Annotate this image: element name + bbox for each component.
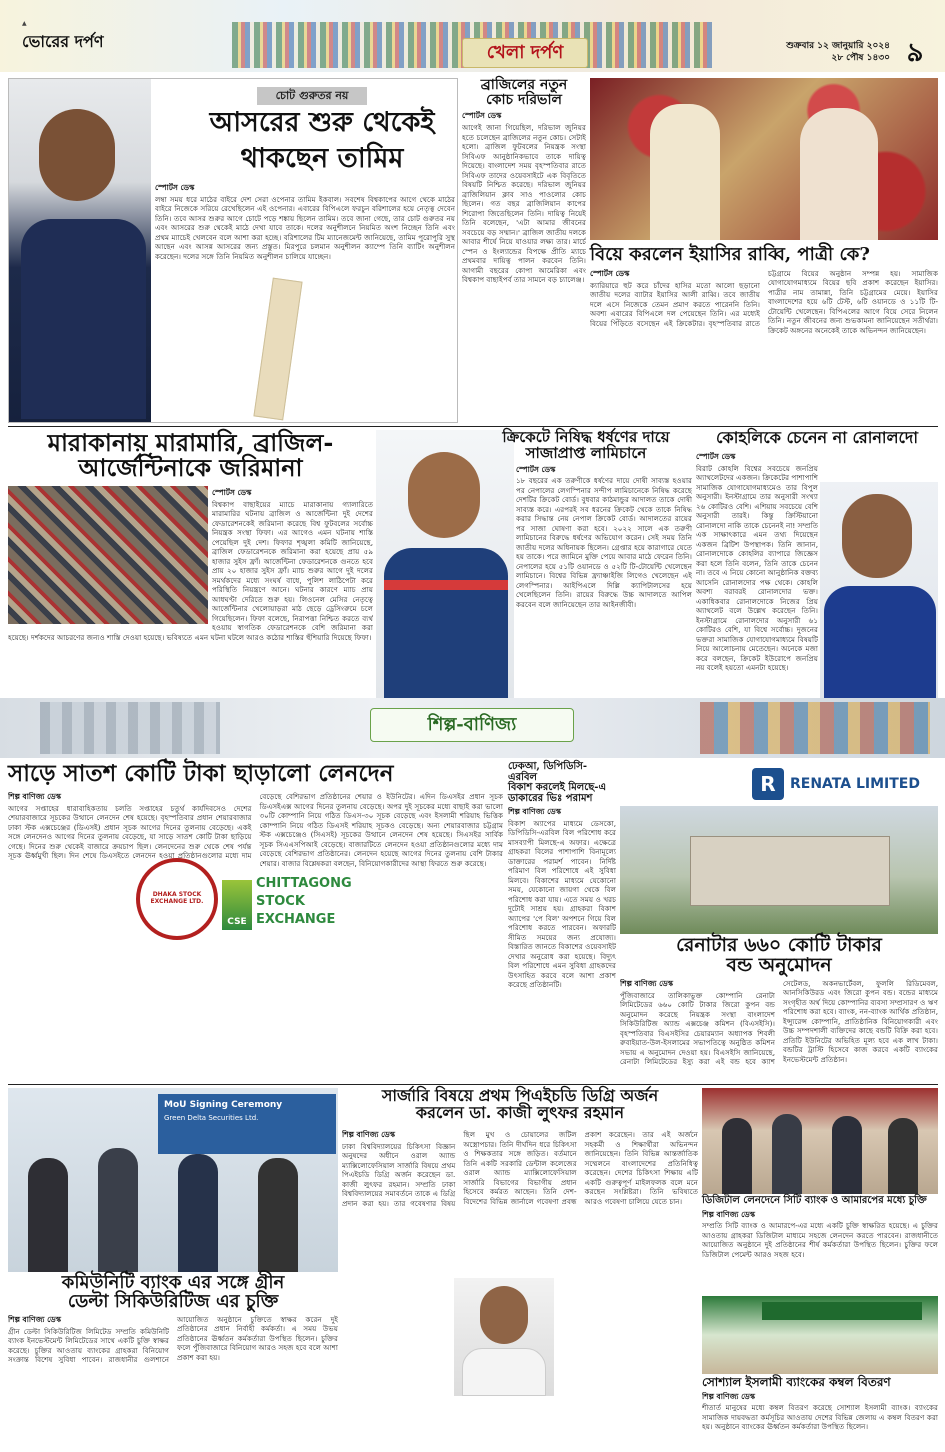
person-2 [98,1148,138,1272]
shipping-illustration [700,702,930,754]
person-3 [832,1116,862,1194]
social-islami-body [702,1392,938,1442]
lamichhane-body-text: ১৮ বছরের এক তরুণীকে ধর্ষণের দায়ে দোষী সাব্যস্ত হওয়ার পর নেপালের লেগস্পিনার সন্দীপ লামিচানেকে নিষিদ্ধ করেছে দেশটির ক্রিকেট বোর্ড। বুধবার কাঠমান্ডুর আদালত তাকে দোষী সাব্যস্ত করে। এরপরই সব ধরনের ক্রিকেট থেকে তাকে নিষিদ্ধ করার সিদ্ধান্ত নেয় নেপাল ক্রিকেট বোর্ড। আদালতের রায়ের পর সাজা ঘোষণা করা হবে। ২০২২ সালে এক তরুণী লামিচানের বিরুদ্ধে ধর্ষণের অভিযোগ করেন। সেই সময় তিনি জাতীয় দলের অধিনায়ক ছিলেন। গ্রেপ্তার হয়ে কারাগারে যেতে হয় তাকে। পরে জামিনে মুক্তি পেয়ে আবার মাঠে ফেরেন তিনি। নেপালের হয়ে ৫১টি ওয়ানডে ও ৫২টি টি-টোয়েন্টি খেলেছেন লামিচানে। বিশ্বের বিভিন্ন ফ্র্যাঞ্চাইজি লিগেও খেলেছেন এই লেগস্পিনার। আইপিএলে দিল্লি ক্যাপিটালসের হয়ে খেলেছিলেন তিনি। রায়ের বিরুদ্ধে উচ্চ আদালতে আপিল করবেন বলে জানিয়েছেন তার আইনজীবী। [516,476,692,609]
city-bank-headline: ডিজিটাল লেনদেনে সিটি ব্যাংক ও আমারপের মধ্যে চুক্তি [702,1195,927,1206]
groom-figure [650,104,720,240]
tamim-article [8,78,458,423]
kohli-article [696,430,938,698]
lamichhane-body [480,465,692,693]
city-bank-article [702,1196,938,1292]
renata-byline: শিল্প বাণিজ্য ডেস্ক [620,978,674,988]
business-section-title: শিল্প-বাণিজ্য [370,708,574,742]
city-bank-body-text: সম্প্রতি সিটি ব্যাংক ও আমারপে-এর মধ্যে একটি চুক্তি স্বাক্ষরিত হয়েছে। এ চুক্তির আওতায় গ্রাহকরা ডিজিটাল মাধ্যমে সহজে লেনদেন করতে পারবেন। রাজধানীতে আয়োজিত অনুষ্ঠানে দুই প্রতিষ্ঠানের শীর্ষ কর্মকর্তারা উপস্থিত ছিলেন। চুক্তির ফলে ডিজিটাল পেমেন্ট আরও সহজ হবে। [702,1221,938,1259]
page-number: ৯ [906,38,924,68]
social-islami-article [702,1376,938,1446]
person-4 [888,1118,918,1194]
person-1 [722,1118,752,1194]
renata-building-photo [620,806,938,934]
renata-mark-icon: R [752,768,784,800]
tamim-headline-2: থাকছেন তামিম [240,143,404,174]
tamim-body [155,183,455,419]
tamim-body-text: লম্বা সময় ধরে মাঠের বাইরে দেশ সেরা ওপেনার তামিম ইকবাল। সবশেষ বিশ্বকাপের আগে থেকে মাঠের বাইরে নিজেকে সরিয়ে রেখেছিলেন এই ওপেনার। এবারের বিপিএলে ফরচুন বরিশালের হয়ে নেতৃত্ব দেবেন তিনি। তবে আসর শুরুর আগে চোটে পড়ে শঙ্কায় ছিলেন তামিম। তবে জানা গেছে, তার চোট গুরুতর নয় এবং আসরের শুরু থেকেই মাঠে দেখা যাবে তাকে। দলের অনুশীলনে নিয়মিত অংশ নিচ্ছেন তিনি এবং প্রথম ম্যাচেই খেলবেন বলে আশা করা হচ্ছে। বরিশালের টিম ম্যানেজমেন্ট জানিয়েছে, তামিম পুরোপুরি সুস্থ আছেন এবং আসন্ন আসরের জন্য প্রস্তুত। মিরপুরে চলমান অনুশীলন ক্যাম্পে তিনি ব্যাটিং অনুশীলন করেছেন। দলের সঙ্গে তিনি নিয়মিত অনুশীলন চালিয়ে যাচ্ছেন। [155,194,455,261]
bkash-body-text: বিকাশ অ্যাপের মাধ্যমে ডেসকো, ডিপিডিসি-এরবিল বিল পরিশোধ করে মাসব্যাপী মিলছে-এ অফার। এক্ষেত্রে গ্রাহকরা বিলের পাশাপাশি বিনামূল্যে ডাক্তারের পরামর্শ পাবেন। নির্দিষ্ট পরিমাণ বিল পরিশোধে এই সুবিধা মিলবে। বিকাশের মাধ্যমে যেকোনো সময়, যেকোনো জায়গা থেকে বিল পরিশোধ করা যায়। এতে সময় ও খরচ দুটোই সাশ্রয় হয়। গ্রাহকরা বিকাশ অ্যাপের 'পে বিল' অপশনে গিয়ে বিল পরিশোধ করতে পারবেন। অফারটি সীমিত সময়ের জন্য প্রযোজ্য। বিস্তারিত জানতে বিকাশের ওয়েবসাইট দেখার অনুরোধ করা হয়েছে। বিদ্যুৎ বিল পরিশোধে এমন সুবিধা গ্রাহকদের উৎসাহিত করবে বলে আশা প্রকাশ করেছে প্রতিষ্ঠানটি। [508,818,616,990]
player-head [408,452,480,538]
phd-body [342,1130,698,1446]
phd-body-text: ঢাকা বিশ্ববিদ্যালয়ের চিকিৎসা বিজ্ঞান অনুষদের অধীনে ওরাল অ্যান্ড ম্যাক্সিলোফেসিয়াল সার্জারি বিষয়ে প্রথম পিএইচডি ডিগ্রি অর্জন করেছেন ডা. কাজী লুৎফর রহমান। সম্প্রতি ঢাকা বিশ্ববিদ্যালয়ের সমাবর্তনে তাকে এ ডিগ্রি প্রদান করা হয়। তার গবেষণার বিষয় ছিল মুখ ও চোয়ালের জটিল অস্ত্রোপচার। তিনি দীর্ঘদিন ধরে চিকিৎসা ও শিক্ষকতার সঙ্গে জড়িত। বর্তমানে তিনি একটি সরকারি ডেন্টাল কলেজের ওরাল অ্যান্ড ম্যাক্সিলোফেসিয়াল সার্জারি বিভাগের বিভাগীয় প্রধান হিসেবে কর্মরত আছেন। তিনি দেশ-বিদেশের বিভিন্ন জার্নালে গবেষণা প্রবন্ধ প্রকাশ করেছেন। তার এই অর্জনে সহকর্মী ও শিক্ষার্থীরা অভিনন্দন জানিয়েছেন। তিনি বিভিন্ন আন্তর্জাতিক সম্মেলনে বাংলাদেশের প্রতিনিধিত্ব করেছেন। দেশের চিকিৎসা শিক্ষায় এটি একটি গুরুত্বপূর্ণ মাইলফলক বলে মনে করছেন সংশ্লিষ্টরা। তিনি ভবিষ্যতে আরও গবেষণা চালিয়ে যেতে চান। [342,1130,698,1208]
social-islami-body-text: শীতার্ত মানুষের মধ্যে কম্বল বিতরণ করেছে সোশ্যাল ইসলামী ব্যাংক। ব্যাংকের সামাজিক দায়বদ্ধতা কর্মসূচির আওতায় দেশের বিভিন্ন জেলায় এ কম্বল বিতরণ করা হয়। অনুষ্ঠানে ব্যাংকের ঊর্ধ্বতন কর্মকর্তারা উপস্থিত ছিলেন। [702,1403,938,1432]
bkash-headline-1: ঢেকআ, ডিপিডিসি-এরবিল [508,761,588,783]
community-bank-headline-1: কমিউনিটি ব্যাংক এর সঙ্গে গ্রীন [61,1272,285,1293]
bkash-body [508,807,616,1077]
yasir-article [590,242,938,424]
renata-article [620,936,938,1082]
tamim-headline-1: আসরের শুরু থেকেই [209,107,435,138]
community-bank-photo [8,1088,338,1272]
brazil-coach-body-text: আগেই জানা গিয়েছিল, দরিভাল জুনিয়র হতে চলেছেন ব্রাজিলের নতুন কোচ। সেটাই হলো। ব্রাজিল ফুটবলের নিয়ন্ত্রক সংস্থা সিবিএফ আনুষ্ঠানিকভাবে তাকে দায়িত্ব দিয়েছে। বাংলাদেশ সময় বৃহস্পতিবার রাতে সিবিএফ তাদের ওয়েবসাইটে এক বিবৃতিতে বিষয়টি নিশ্চিত করেছে। দরিভাল জুনিয়র ব্রাজিলিয়ান ক্লাব সাও পাওলোর কোচ ছিলেন। গত বছর ব্রাজিলিয়ান কাপের শিরোপা জিতেছিলেন তিনি। দায়িত্ব নিয়েই তিনি বলেছেন, 'এটা আমার জীবনের সবচেয়ে বড় সম্মান।' ব্রাজিল জাতীয় দলকে আবার শীর্ষে নিয়ে যাওয়ার লক্ষ্য তার। মার্চে স্পেন ও ইংল্যান্ডের বিপক্ষে প্রীতি ম্যাচে প্রথমবার দায়িত্ব পালন করবেন তিনি। আগামী বছরের কোপা আমেরিকা এবং বিশ্বকাপ বাছাইপর্ব তার সামনে বড় চ্যালেঞ্জ। [462,123,586,285]
tamim-kicker: চোট গুরুতর নয় [257,87,367,105]
maracana-photo-spacer [8,488,212,624]
phd-headline-2: করলেন ডা. কাজী লুৎফর রহমান [415,1102,625,1122]
mou-banner [158,1094,336,1154]
maracana-headline-2: আর্জেন্টিনাকে জরিমানা [78,453,303,483]
yasir-byline: স্পোর্টস ডেস্ক [590,268,630,278]
maracana-byline: স্পোর্টস ডেস্ক [212,488,252,497]
yasir-body [590,269,938,419]
renata-logo-text: RENATA LIMITED [790,776,920,792]
cse-line-2: STOCK [256,894,305,909]
phd-byline: শিল্প বাণিজ্য ডেস্ক [342,1130,396,1139]
brazil-coach-article [462,78,586,423]
community-bank-headline-2: ডেল্টা সিকিউরিটিজ এর চুক্তি [67,1290,279,1312]
maracana-body-text: বিশ্বকাপ বাছাইয়ের ম্যাচে মারাকানায় গ্যালারিতে মারামারির ঘটনায় ব্রাজিল ও আর্জেন্টিনা দুই দেশের ফেডারেশনকেই জরিমানা করেছে বিশ্ব ফুটবলের সর্বোচ্চ নিয়ন্ত্রক সংস্থা ফিফা। এর আগেও এমন ঘটনায় শাস্তি পেয়েছিল দুই দেশ। ফিফার শৃঙ্খলা কমিটি জানিয়েছে, ব্রাজিল ফেডারেশনকে জরিমানা করা হয়েছে প্রায় ৫৯ হাজার সুইস ফ্রাঁ। আর্জেন্টিনা ফেডারেশনকে গুনতে হবে প্রায় ২০ হাজার সুইস ফ্রাঁ। ম্যাচ শুরুর আগে দুই দলের সমর্থকদের মধ্যে সংঘর্ষ বাধে, পুলিশ লাঠিপেটা করে পরিস্থিতি নিয়ন্ত্রণে আনে। ঘটনার কারণে ম্যাচ প্রায় আধঘণ্টা দেরিতে শুরু হয়। লিওনেল মেসির নেতৃত্বে আর্জেন্টিনার খেলোয়াড়রা মাঠ ছেড়ে ড্রেসিংরুমে চলে গিয়েছিলেন। ফিফা বলেছে, নিরাপত্তা নিশ্চিত করতে ব্যর্থ হওয়ায় স্বাগতিক ফেডারেশনকে বেশি জরিমানা করা হয়েছে। দর্শকদের আচরণের জন্যও শাস্তি দেওয়া হয়েছে। ভবিষ্যতে এমন ঘটনা ঘটলে আরও কঠোর শাস্তির হুঁশিয়ারি দিয়েছে ফিফা। [8,499,373,642]
renata-body [620,979,938,1079]
community-bank-article [8,1274,338,1444]
date-line-1: শুক্রবার ১২ জানুয়ারি ২০২৪ [786,41,890,51]
kohli-byline: স্পোর্টস ডেস্ক [696,452,736,461]
maracana-headline-1: মারাকানায় মারামারি, ব্রাজিল- [47,428,334,457]
person-4 [258,1158,298,1272]
lamichhane-headline-1: ক্রিকেটে নিষিদ্ধ ধর্ষণের দায়ে [502,428,670,446]
mou-banner-sub: Green Delta Securities Ltd. [164,1114,259,1122]
social-islami-photo [702,1296,938,1374]
renata-body-text: পুঁজিবাজারে তালিকাভুক্ত কোম্পানি রেনাটা লিমিটেডের ৬৬০ কোটি টাকার জিরো কুপন বন্ড অনুমোদন করেছে নিয়ন্ত্রক সংস্থা বাংলাদেশ সিকিউরিটিজ অ্যান্ড এক্সচেঞ্জ কমিশন (বিএসইসি)। বৃহস্পতিবার বিএসইসির চেয়ারম্যান অধ্যাপক শিবলী রুবাইয়াত-উল-ইসলামের সভাপতিত্বে অনুষ্ঠিত কমিশন সভায় এ অনুমোদন দেওয়া হয়। বিএসইসি জানিয়েছে, রেনাটা লিমিটেডের ইস্যু করা এই বন্ড হবে ক্যাশ সেটেলড, অকনভার্টেবল, ফুললি রিডিমেবল, আনসিকিউরড এবং জিরো কুপন বন্ড। বন্ডের মাধ্যমে সংগৃহীত অর্থ দিয়ে কোম্পানির ব্যবসা সম্প্রসারণ ও ঋণ পরিশোধ করা হবে। ব্যাংক, নন-ব্যাংক আর্থিক প্রতিষ্ঠান, ইন্স্যুরেন্স কোম্পানি, প্রাতিষ্ঠানিক বিনিয়োগকারী এবং উচ্চ সম্পদশালী ব্যক্তিদের কাছে বন্ডটি বিক্রি করা হবে। প্রতিটি ইউনিটের অভিহিত মূল্য হবে এক লাখ টাকা। বন্ডটির ট্রাস্টি হিসেবে কাজ করবে একটি ব্যাংকের ইনভেস্টমেন্ট প্রতিষ্ঠান। [620,978,938,1067]
person-2 [772,1114,802,1194]
kohli-headline: কোহলিকে চেনেন না রোনালদো [716,428,918,447]
lamichhane-headline-2: সাজাপ্রাপ্ত লামিচানে [525,443,647,462]
phd-headline-1: সার্জারি বিষয়ে প্রথম পিএইচডি ডিগ্রি অর্জন [381,1086,659,1105]
bkash-headline-3: ডাকারের ভিঃ পরামশ [508,792,593,804]
paper-name: ভোরের দর্পণ [22,32,104,51]
bkash-headline-2: বিকাশ করলেই মিলছে-এ [508,782,607,793]
phd-article [342,1088,698,1446]
community-bank-body-text: গ্রীন ডেল্টা সিকিউরিটিজ লিমিটেড সম্প্রতি কমিউনিটি ব্যাংক ইনভেস্টমেন্ট লিমিটেডের সাথে একটি চুক্তি স্বাক্ষর করেছে। চুক্তির আওতায় ব্যাংকের গ্রাহকরা বিনিয়োগ সংক্রান্ত বিশেষ সুবিধা পাবেন। রাজধানীর গুলশানে আয়োজিত অনুষ্ঠানে চুক্তিতে স্বাক্ষর করেন দুই প্রতিষ্ঠানের প্রধান নির্বাহী কর্মকর্তা। এ সময় উভয় প্রতিষ্ঠানের ঊর্ধ্বতন কর্মকর্তারা উপস্থিত ছিলেন। চুক্তির ফলে পুঁজিবাজারে বিনিয়োগ আরও সহজ হবে বলে আশা প্রকাশ করা হয়। [8,1314,338,1365]
date-block [770,40,890,64]
social-islami-byline: শিল্প বাণিজ্য ডেস্ক [702,1391,756,1401]
brazil-coach-body [462,111,586,411]
yasir-body-text: ক্যারিয়ারে হুট করে চাঁদের হাসির মতো আলো ছড়ানো জাতীয় দলের ব্যাটার ইয়াসির আলী রাব্বি। তবে জাতীয় দলে এসে নিজেকে তেমন প্রমাণ করতে পারেননি তিনি। অবশ্য এবারের বিপিএলে দল পেয়েছেন তিনি। এর মধ্যেই বিয়ের পিঁড়িতে বসেছেন এই ক্রিকেটার। বৃহস্পতিবার রাতে চট্টগ্রামে বিয়ের অনুষ্ঠান সম্পন্ন হয়। সামাজিক যোগাযোগমাধ্যমে বিয়ের ছবি প্রকাশ করেছেন ইয়াসির। পাত্রীর নাম তামান্না, তিনি চট্টগ্রামের মেয়ে। ইয়াসির বাংলাদেশের হয়ে ৬টি টেস্ট, ৬টি ওয়ানডে ও ১১টি টি-টোয়েন্টি খেলেছেন। বিপিএলের আগে বিয়ে সেরে নিলেন তিনি। নতুন জীবনের জন্য শুভকামনা জানিয়েছেন সতীর্থরা। ক্রিকেট অঙ্গনের অনেকেই তাকে অভিনন্দন জানিয়েছেন। [590,268,938,335]
banner [762,1302,922,1320]
city-bank-body [702,1210,938,1280]
lamichhane-byline: স্পোর্টস ডেস্ক [516,464,556,474]
wedding-photo [590,78,938,240]
factory-illustration [40,702,220,754]
community-bank-byline: শিল্প বাণিজ্য ডেস্ক [8,1314,62,1324]
kohli-body-text: বিরাট কোহলি বিশ্বের সবচেয়ে জনপ্রিয় অ্যাথলেটদের একজন। ক্রিকেটের পাশাপাশি সামাজিক যোগাযোগমাধ্যমেও তার বিপুল অনুসারী। ইনস্টাগ্রামে তার অনুসারী সংখ্যা ২৬ কোটিরও বেশি। এশিয়ায় সবচেয়ে বেশি অনুসারী তারই। কিন্তু ক্রিস্টিয়ানো রোনালদো নাকি তাকে চেনেনই না! সম্প্রতি এক সাক্ষাৎকারে এমন তথ্য দিয়েছেন একজন ব্রিটিশ উপস্থাপক। তিনি জানান, রোনালদোকে কোহলির ব্যাপারে জিজ্ঞেস করা হলে তিনি বলেন, তিনি তাকে চেনেন না। তবে এ নিয়ে কোনো আনুষ্ঠানিক বক্তব্য আসেনি রোনালদোর পক্ষ থেকে। কোহলি অবশ্য বরাবরই রোনালদোর ভক্ত। একাধিকবার রোনালদোকে নিজের প্রিয় অ্যাথলেট বলে উল্লেখ করেছেন তিনি। ইনস্টাগ্রামে রোনালদোর অনুসারী ৬১ কোটিরও বেশি, যা বিশ্বে সর্বোচ্চ। দুজনের ভক্তরা সামাজিক যোগাযোগমাধ্যমে বিষয়টি নিয়ে আলোচনায় মেতেছেন। অনেকে মজা করে বলছেন, ক্রিকেট ইউরোপে জনপ্রিয় নয় বলেই হয়তো এমনটা হয়েছে। [696,463,818,673]
date-line-2: ২৮ পৌষ ১৪৩০ [831,53,890,64]
person-1 [28,1158,68,1272]
lamichhane-article [480,430,692,698]
section-title: খেলা দর্পণ [462,38,588,68]
stock-body-text: আগের সপ্তাহের ধারাবাহিকতায় চলতি সপ্তাহের চতুর্থ কার্যদিবসেও দেশের শেয়ারবাজারে সূচকের উত্থানে লেনদেন শেষ হয়েছে। বৃহস্পতিবার প্রধান শেয়ারবাজার ঢাকা স্টক এক্সচেঞ্জের (ডিএসই) প্রধান সূচক আগের দিনের তুলনায় বেড়েছে। একই সঙ্গে লেনদেনও আগের দিনের তুলনায় বেড়েছে, যা সাড়ে সাতশ কোটি টাকা ছাড়িয়ে গেছে। দিনের শুরু থেকেই বাজারে ক্রয়চাপ ছিল। লেনদেনের শুরু থেকে শেষ পর্যন্ত সূচক ঊর্ধ্বমুখী ছিল। দিন শেষে ডিএসইতে লেনদেন হওয়া প্রতিষ্ঠানগুলোর মধ্যে দাম বেড়েছে বেশিরভাগ প্রতিষ্ঠানের শেয়ার ও ইউনিটের। এদিন ডিএসইর প্রধান সূচক ডিএসইএক্স আগের দিনের তুলনায় বেড়েছে। অপর দুই সূচকের মধ্যে বাছাই করা ভালো ৩০টি কোম্পানি নিয়ে গঠিত ডিএস-৩০ সূচক বেড়েছে এবং ইসলামী শরিয়াহ ভিত্তিক কোম্পানি নিয়ে গঠিত ডিএসই শরিয়াহ সূচকও বেড়েছে। অন্য শেয়ারবাজার চট্টগ্রাম স্টক এক্সচেঞ্জেও (সিএসই) সূচকের উত্থানে লেনদেন শেষ হয়েছে। সিএসইর সার্বিক সূচক সিএএসপিআই বেড়েছে। বাজারটিতে লেনদেন হওয়া প্রতিষ্ঠানগুলোর মধ্যে দাম বেড়েছে বেশিরভাগ প্রতিষ্ঠানের। লেনদেন হয়েছে আগের দিনের তুলনায় বেশি টাকার শেয়ার। বাজার বিশ্লেষকরা বলছেন, বিনিয়োগকারীদের আস্থা ফিরতে শুরু করেছে। [8,792,503,868]
mou-banner-title: MoU Signing Ceremony [164,1100,283,1110]
divider-1 [8,426,938,427]
dse-logo-text: DHAKA STOCK EXCHANGE LTD. [150,891,204,905]
bride-figure [800,108,878,240]
city-bank-byline: শিল্প বাণিজ্য ডেস্ক [702,1209,756,1219]
stock-article [8,762,503,1082]
tamim-byline: স্পোর্টস ডেস্ক [155,183,195,192]
cse-line-1: CHITTAGONG [256,876,352,891]
maracana-body [8,488,373,698]
brazil-coach-headline-2: কোচ দরিভাল [486,91,562,108]
stock-headline: সাড়ে সাতশ কোটি টাকা ছাড়ালো লেনদেন [8,760,394,787]
cse-badge: CSE [222,880,252,930]
bkash-article [508,762,616,1082]
community-bank-body [8,1315,338,1433]
social-islami-headline: সোশ্যাল ইসলামী ব্যাংকের কম্বল বিতরণ [702,1375,891,1389]
maracana-article [8,430,373,698]
bkash-byline: শিল্প বাণিজ্য ডেস্ক [508,807,562,816]
stock-body [8,792,503,1082]
person-3 [178,1154,218,1272]
building [690,836,890,906]
renata-headline-2: বন্ড অনুমোদন [726,953,832,976]
kohli-photo-spacer [818,480,938,696]
tamim-photo [9,79,151,422]
player-jersey [21,219,146,419]
stock-byline: শিল্প বাণিজ্য ডেস্ক [8,792,62,801]
yasir-headline: বিয়ে করলেন ইয়াসির রাব্বি, পাত্রী কে? [590,244,870,265]
paper-logo: ▲ ভোরের দর্পণ [22,20,142,56]
cse-line-3: EXCHANGE [256,912,336,927]
renata-headline-1: রেনাটার ৬৬০ কোটি টাকার [676,934,882,956]
city-bank-photo [702,1088,938,1194]
brazil-coach-byline: স্পোর্টস ডেস্ক [462,111,502,121]
brazil-coach-headline-1: ব্রাজিলের নতুন [480,77,568,93]
player-head [39,109,115,201]
kohli-body [696,452,938,698]
renata-logo [752,764,938,804]
divider-2 [8,1084,938,1085]
